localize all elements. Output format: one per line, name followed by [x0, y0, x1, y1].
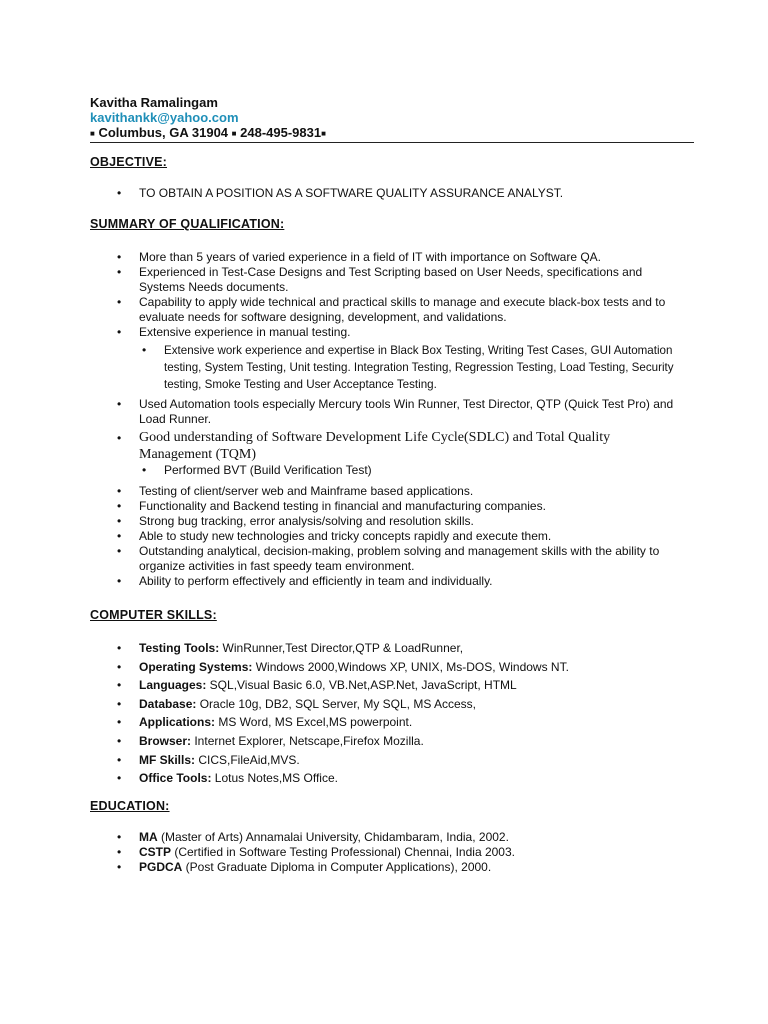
- square-bullet-icon: ■: [321, 129, 326, 139]
- list-item: • Browser: Internet Explorer, Netscape,Firefox Mozilla.: [117, 732, 697, 751]
- list-item: • MA (Master of Arts) Annamalai University, Chidambaram, India, 2002.: [117, 830, 697, 845]
- list-item: • MF Skills: CICS,FileAid,MVS.: [117, 751, 697, 770]
- square-bullet-icon: ■: [231, 129, 237, 139]
- list-item: • Applications: MS Word, MS Excel,MS powerpoint.: [117, 713, 697, 732]
- summary-sublist-a: [142, 342, 697, 393]
- square-bullet-icon: ■: [90, 129, 95, 139]
- list-item: • Office Tools: Lotus Notes,MS Office.: [117, 769, 697, 788]
- candidate-name: Kavitha Ramalingam: [90, 95, 218, 110]
- list-item: • Outstanding analytical, decision-making, problem solving and management skills with the ability to organize activities in fast speedy team environment.: [117, 544, 687, 574]
- education-heading: EDUCATION:: [90, 799, 170, 813]
- summary-list-a: [117, 250, 682, 340]
- contact-line: [90, 125, 326, 140]
- list-item: • More than 5 years of varied experience in a field of IT with importance on Software QA.: [117, 250, 682, 265]
- summary-sublist-b: [142, 463, 682, 478]
- list-item: • Languages: SQL,Visual Basic 6.0, VB.Net,ASP.Net, JavaScript, HTML: [117, 676, 697, 695]
- list-item: • Good understanding of Software Development Life Cycle(SDLC) and Total Quality Management (TQM): [117, 429, 677, 463]
- list-item: • Functionality and Backend testing in financial and manufacturing companies.: [117, 499, 687, 514]
- education-list: [117, 830, 697, 875]
- objective-list: [117, 186, 707, 201]
- list-item: • TO OBTAIN A POSITION AS A SOFTWARE QUALITY ASSURANCE ANALYST.: [117, 186, 707, 201]
- list-item: • Testing Tools: WinRunner,Test Director,QTP & LoadRunner,: [117, 639, 697, 658]
- skills-list: [117, 639, 697, 788]
- list-item: • Capability to apply wide technical and practical skills to manage and execute black-box tests and to evaluate needs for software designing, development, and validations.: [117, 295, 682, 325]
- list-item: • Ability to perform effectively and efficiently in team and individually.: [117, 574, 687, 589]
- list-item: • Experienced in Test-Case Designs and Test Scripting based on User Needs, specifications and Systems Needs documents.: [117, 265, 682, 295]
- summary-heading: SUMMARY OF QUALIFICATION:: [90, 217, 285, 231]
- address-phone: 248-495-9831: [240, 125, 322, 140]
- address-city: Columbus, GA 31904: [98, 125, 229, 140]
- list-item: • Operating Systems: Windows 2000,Windows XP, UNIX, Ms-DOS, Windows NT.: [117, 658, 697, 677]
- list-item: • PGDCA (Post Graduate Diploma in Computer Applications), 2000.: [117, 860, 697, 875]
- summary-list-c: [117, 484, 687, 589]
- list-item: • Extensive work experience and expertise in Black Box Testing, Writing Test Cases, GUI Automation testing, System Testing, Unit testing. Integration Testing, Regression Testing, Load Testing, Security testing, Smoke Testing and User Acceptance Testing.: [142, 342, 697, 393]
- list-item: • Extensive experience in manual testing.: [117, 325, 682, 340]
- list-item: • Used Automation tools especially Mercury tools Win Runner, Test Director, QTP (Quick Test Pro) and Load Runner.: [117, 397, 677, 427]
- list-item: • Able to study new technologies and tricky concepts rapidly and execute them.: [117, 529, 687, 544]
- objective-heading: OBJECTIVE:: [90, 155, 168, 169]
- list-item: • Database: Oracle 10g, DB2, SQL Server, My SQL, MS Access,: [117, 695, 697, 714]
- list-item: • Testing of client/server web and Mainframe based applications.: [117, 484, 687, 499]
- header-divider: [90, 142, 694, 143]
- list-item: • Strong bug tracking, error analysis/solving and resolution skills.: [117, 514, 687, 529]
- email-link[interactable]: kavithankk@yahoo.com: [90, 110, 239, 125]
- skills-heading: COMPUTER SKILLS:: [90, 608, 217, 622]
- list-item: • CSTP (Certified in Software Testing Professional) Chennai, India 2003.: [117, 845, 697, 860]
- list-item: • Performed BVT (Build Verification Test): [142, 463, 682, 478]
- summary-list-b: [117, 397, 677, 463]
